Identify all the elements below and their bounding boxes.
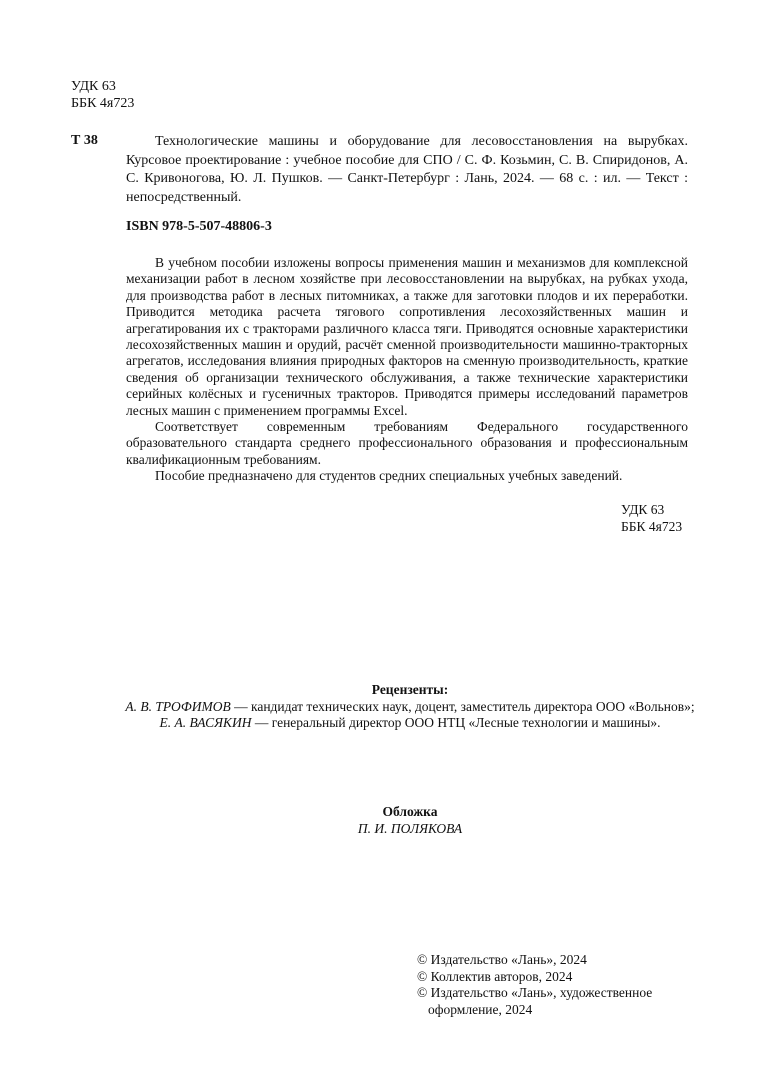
copyright-block bbox=[417, 952, 652, 1018]
bbk-code-right: ББК 4я723 bbox=[621, 518, 683, 534]
bbk-code: ББК 4я723 bbox=[71, 96, 135, 111]
author-mark: Т 38 bbox=[71, 133, 98, 148]
bibliographic-text: Технологические машины и оборудование для лесовосстановления на вырубках. Курсовое проектирование : учебное пособие для СПО / С. Ф. Козьмин, С. В. Спиридонов, А. С. Кривоногова, Ю. Л. Пушков. — Санкт-Петербург : Лань, 2024. — 68 с. : ил. — Текст : непосредственный. bbox=[126, 134, 688, 205]
reviewer-2-name: Е. А. ВАСЯКИН bbox=[159, 715, 252, 730]
abstract-paragraph-3: Пособие предназначено для студентов средних специальных учебных заведений. bbox=[155, 468, 623, 484]
reviewer-2-desc: — генеральный директор ООО НТЦ «Лесные технологии и машины». bbox=[251, 715, 661, 730]
copyright-line: © Издательство «Лань», 2024 bbox=[417, 952, 587, 967]
udk-code: УДК 63 bbox=[71, 79, 116, 94]
cover-block bbox=[70, 804, 750, 837]
copyright-line: © Коллектив авторов, 2024 bbox=[417, 968, 573, 984]
reviewer-2 bbox=[70, 715, 750, 732]
cover-designer: П. И. ПОЛЯКОВА bbox=[357, 820, 463, 836]
udk-bbk-right-block bbox=[621, 502, 682, 535]
copyright-line: © Издательство «Лань», художественное bbox=[417, 985, 653, 1000]
reviewers-block bbox=[70, 682, 750, 732]
reviewer-1-desc: — кандидат технических наук, доцент, заместитель директора ООО «Вольнов»; bbox=[230, 698, 695, 714]
udk-code-right: УДК 63 bbox=[621, 502, 665, 517]
abstract-paragraph-1: В учебном пособии изложены вопросы применения машин и механизмов для комплексной механизации работ в лесном хозяйстве при лесовосстановлении на вырубках, на рубках ухода, для производства работ в лесных питомниках, а также для заготовки плодов и их переработки. Приводится методика расчета тягового сопротивления лесохозяйственных машин и агрегатирования их с тракторами различного класса тяги. Приводятся основные характеристики лесохозяйственных машин и орудий, расчёт сменной производительности машинно-тракторных агрегатов, исследования влияния природных факторов на сменную производительность, краткие сведения об организации технического обслуживания, а также технические характеристики серийных колёсных и гусеничных тракторов. Приводятся примеры исследований параметров лесных машин с применением программы Excel. bbox=[126, 255, 688, 418]
cover-heading: Обложка bbox=[382, 804, 438, 819]
abstract-paragraph-2: Соответствует современным требованиям Федерального государственного образовательного стандарта среднего профессионального образования и профессиональным квалификационным требованиям. bbox=[126, 419, 688, 467]
isbn: ISBN 978-5-507-48806-3 bbox=[126, 219, 272, 234]
reviewer-1-name: А. В. ТРОФИМОВ bbox=[125, 698, 231, 714]
abstract bbox=[126, 255, 688, 485]
reviewer-1 bbox=[70, 699, 750, 716]
udk-bbk-block bbox=[71, 78, 134, 112]
copyright-line: оформление, 2024 bbox=[428, 1001, 533, 1017]
bibliographic-description bbox=[126, 133, 688, 207]
reviewers-heading: Рецензенты: bbox=[371, 682, 449, 697]
